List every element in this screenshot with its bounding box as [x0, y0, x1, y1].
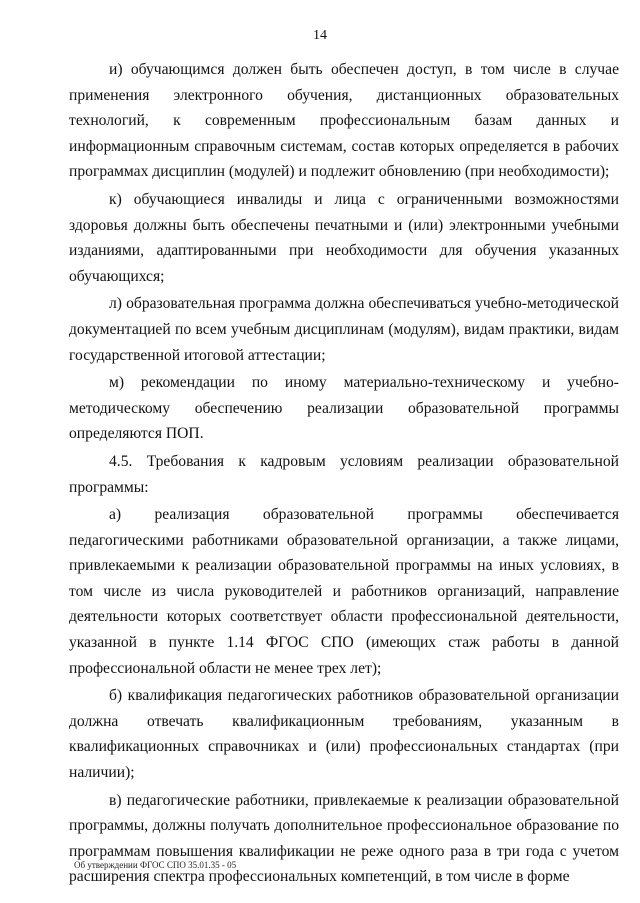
paragraph-m: м) рекомендации по иному материально-техническому и учебно-методическому обеспечению реализации образовательной программы определяются ПОП. — [69, 374, 619, 443]
document-body — [69, 57, 619, 890]
paragraph-k: к) обучающиеся инвалиды и лица с ограниченными возможностями здоровья должны быть обеспечены печатными и (или) электронными учебными изданиями, адаптированными при необходимости для обучения указанных обучающихся; — [69, 190, 619, 285]
paragraph-b: б) квалификация педагогических работников образовательной организации должна отвечать квалификационным требованиям, указанным в квалификационных справочниках и (или) профессиональных стандартах (при наличии); — [69, 687, 619, 782]
paragraph-v: в) педагогические работники, привлекаемые к реализации образовательной программы, должны получать дополнительное профессиональное образование по программам повышения квалификации не реже одного раза в три года с учетом расширения спектра профессиональных компетенций, в том числе в форме — [69, 791, 619, 886]
page-footer: Об утверждении ФГОС СПО 35.01.35 - 05 — [74, 860, 237, 870]
paragraph-a: а) реализация образовательной программы обеспечивается педагогическими работниками образовательной организации, а также лицами, привлекаемыми к реализации образовательной программы на иных условиях, в том числе из числа руководителей и работников организаций, направление деятельности которых соответствует области профессиональной деятельности, указанной в пункте 1.14 ФГОС СПО (имеющих стаж работы в данной профессиональной области не менее трех лет); — [69, 506, 619, 677]
paragraph-l: л) образовательная программа должна обеспечиваться учебно-методической документацией по всем учебным дисциплинам (модулям), видам практики, видам государственной итоговой аттестации; — [69, 295, 619, 364]
page-number: 14 — [313, 28, 327, 43]
paragraph-i: и) обучающимся должен быть обеспечен доступ, в том числе в случае применения электронного обучения, дистанционных образовательных технологий, к современным профессиональным базам данных и информационным справочным системам, состав которых определяется в рабочих программах дисциплин (модулей) и подлежит обновлению (при необходимости); — [69, 61, 619, 181]
section-4-5-heading: 4.5. Требования к кадровым условиям реализации образовательной программы: — [69, 452, 619, 496]
